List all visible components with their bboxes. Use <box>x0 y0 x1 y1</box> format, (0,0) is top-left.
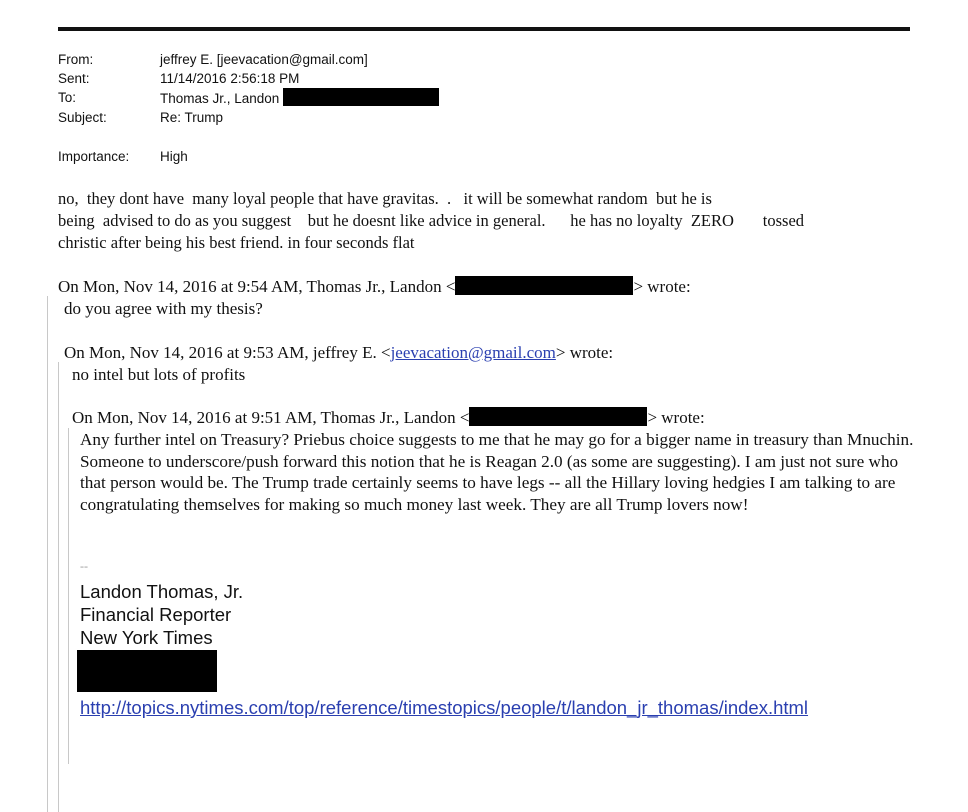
from-label: From: <box>58 52 94 67</box>
signature-separator: -- <box>80 559 88 573</box>
from-value: jeffrey E. [jeevacation@gmail.com] <box>160 52 368 67</box>
quote-bar-middle <box>58 362 59 812</box>
to-label: To: <box>58 90 77 105</box>
quote2-attribution-post: > wrote: <box>555 343 614 362</box>
quote1-text: do you agree with my thesis? <box>64 299 263 318</box>
to-value-wrap <box>160 88 439 108</box>
quote2-text: no intel but lots of profits <box>72 365 246 384</box>
quote1-attribution-post: > wrote: <box>633 277 691 296</box>
body-line: being advised to do as you suggest but he doesnt like advice in general. he has no loyalty ZERO tossed <box>58 211 805 230</box>
quote3-attribution <box>72 407 705 429</box>
quote3-text: Any further intel on Treasury? Priebus choice suggests to me that he may go for a bigger name in treasury than Mnuchin. Someone to underscore/push forward this notion that he is Reagan 2.0 (as some are suggesting). I am just not sure who that person would be. The Trump trade certainly seems to have legs -- all the Hillary loving hedgies I am talking to are congratulating themselves for making so much money last week. They are all Trump lovers now! <box>80 430 914 514</box>
signature-name: Landon Thomas, Jr. <box>80 581 244 602</box>
subject-label: Subject: <box>58 110 107 125</box>
to-value: Thomas Jr., Landon <box>160 91 280 106</box>
redaction-block <box>455 276 633 295</box>
quote1-attribution <box>58 276 691 298</box>
signature-org: New York Times <box>80 627 213 648</box>
signature-title: Financial Reporter <box>80 604 232 625</box>
body-line: no, they dont have many loyal people that have gravitas. . it will be somewhat random but he is <box>58 189 712 208</box>
signature-url-wrap <box>80 696 910 719</box>
quote1-attribution-pre: On Mon, Nov 14, 2016 at 9:54 AM, Thomas Jr., Landon < <box>58 277 456 296</box>
subject-value: Re: Trump <box>160 110 224 125</box>
quote-bar-inner <box>68 428 69 764</box>
reply-body <box>58 188 918 254</box>
redaction-block <box>469 407 647 426</box>
quote2-attribution <box>64 342 613 364</box>
quote3-attribution-pre: On Mon, Nov 14, 2016 at 9:51 AM, Thomas Jr., Landon < <box>72 408 470 427</box>
quote2-email-link[interactable]: jeevacation@gmail.com <box>390 343 556 362</box>
quote3-attribution-post: > wrote: <box>647 408 705 427</box>
quote-bar-outer <box>47 296 48 812</box>
quote2-attribution-pre: On Mon, Nov 14, 2016 at 9:53 AM, jeffrey E. < <box>64 343 391 362</box>
signature-redaction-block <box>77 650 217 692</box>
redaction-block <box>283 88 439 106</box>
top-rule <box>58 27 910 31</box>
importance-value: High <box>160 149 188 164</box>
importance-label: Importance: <box>58 149 130 164</box>
sent-label: Sent: <box>58 71 90 86</box>
signature-url-link[interactable]: http://topics.nytimes.com/top/reference/timestopics/people/t/landon_jr_thomas/index.html <box>80 697 809 718</box>
sent-value: 11/14/2016 2:56:18 PM <box>160 71 300 86</box>
body-line: christic after being his best friend. in four seconds flat <box>58 233 415 252</box>
